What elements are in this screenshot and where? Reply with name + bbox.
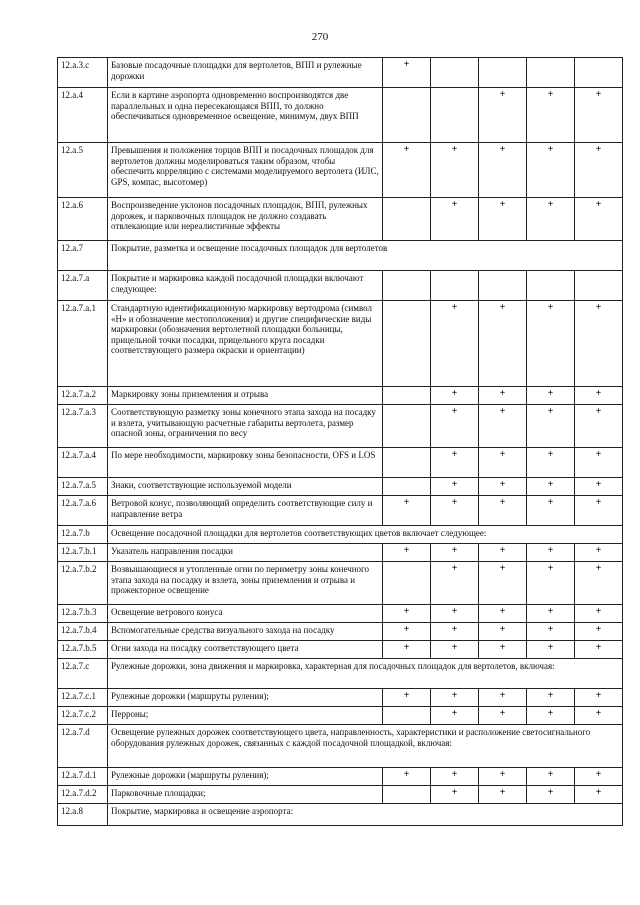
applicability-mark bbox=[431, 271, 479, 301]
applicability-mark: + bbox=[575, 143, 623, 198]
applicability-mark: + bbox=[479, 605, 527, 623]
row-description: Покрытие, маркировка и освещение аэропорта: bbox=[108, 804, 623, 826]
applicability-mark bbox=[527, 271, 575, 301]
applicability-mark: + bbox=[575, 88, 623, 143]
table-row bbox=[58, 496, 623, 526]
table-row bbox=[58, 689, 623, 707]
applicability-mark: + bbox=[575, 768, 623, 786]
applicability-mark: + bbox=[479, 198, 527, 241]
row-code: 12.a.4 bbox=[58, 88, 108, 143]
applicability-mark: + bbox=[431, 786, 479, 804]
row-description: Рулежные дорожки (маршруты руления); bbox=[108, 689, 383, 707]
applicability-mark: + bbox=[479, 623, 527, 641]
row-description: Стандартную идентификационную маркировку вертодрома (символ «Н» и обозначение местоположения) и другие специфические виды маркировки (обозначения вертолетной площадки больницы, прицельной точки посадки, прицельного круга посадки соответствующего размера окраски и ориентации) bbox=[108, 301, 383, 387]
applicability-mark bbox=[383, 707, 431, 725]
applicability-mark: + bbox=[431, 198, 479, 241]
applicability-mark: + bbox=[431, 448, 479, 478]
applicability-mark: + bbox=[431, 623, 479, 641]
row-code: 12.a.7.d.1 bbox=[58, 768, 108, 786]
table-row bbox=[58, 448, 623, 478]
applicability-mark: + bbox=[527, 562, 575, 605]
applicability-mark: + bbox=[575, 707, 623, 725]
table-row bbox=[58, 641, 623, 659]
applicability-mark: + bbox=[527, 387, 575, 405]
table-row bbox=[58, 88, 623, 143]
applicability-mark: + bbox=[479, 88, 527, 143]
row-code: 12.a.7.b.4 bbox=[58, 623, 108, 641]
applicability-mark: + bbox=[575, 689, 623, 707]
applicability-mark: + bbox=[479, 641, 527, 659]
applicability-mark: + bbox=[527, 689, 575, 707]
row-code: 12.a.7.c bbox=[58, 659, 108, 689]
row-code: 12.a.7.b.2 bbox=[58, 562, 108, 605]
applicability-mark bbox=[383, 271, 431, 301]
applicability-mark: + bbox=[431, 143, 479, 198]
applicability-mark: + bbox=[527, 707, 575, 725]
applicability-mark: + bbox=[479, 786, 527, 804]
table-row bbox=[58, 544, 623, 562]
applicability-mark bbox=[383, 562, 431, 605]
applicability-mark: + bbox=[575, 405, 623, 448]
row-code: 12.a.7.a.5 bbox=[58, 478, 108, 496]
applicability-mark: + bbox=[575, 387, 623, 405]
applicability-mark: + bbox=[431, 562, 479, 605]
row-description: Если в картине аэропорта одновременно воспроизводятся две параллельных и одна пересекающаяся ВПП, то должно обеспечиваться одновременное освещение, минимум, двух ВПП bbox=[108, 88, 383, 143]
applicability-mark: + bbox=[527, 768, 575, 786]
row-description: Ветровой конус, позволяющий определить соответствующие силу и направление ветра bbox=[108, 496, 383, 526]
row-description: Маркировку зоны приземления и отрыва bbox=[108, 387, 383, 405]
applicability-mark: + bbox=[527, 405, 575, 448]
row-description: Освещение посадочной площадки для вертолетов соответствующих цветов включает следующее: bbox=[108, 526, 623, 544]
table-row bbox=[58, 198, 623, 241]
applicability-mark: + bbox=[575, 786, 623, 804]
applicability-mark: + bbox=[527, 786, 575, 804]
table-row bbox=[58, 804, 623, 826]
applicability-mark bbox=[575, 58, 623, 88]
table-row bbox=[58, 301, 623, 387]
applicability-mark: + bbox=[383, 623, 431, 641]
row-description: Соответствующую разметку зоны конечного этапа захода на посадку и взлета, учитывающую расчетные габариты вертолета, размер опасной зоны, ограничения по весу bbox=[108, 405, 383, 448]
applicability-mark: + bbox=[527, 301, 575, 387]
table-row bbox=[58, 241, 623, 271]
applicability-mark: + bbox=[479, 689, 527, 707]
row-code: 12.a.6 bbox=[58, 198, 108, 241]
row-code: 12.a.8 bbox=[58, 804, 108, 826]
row-code: 12.a.7 bbox=[58, 241, 108, 271]
requirements-table-body bbox=[58, 58, 623, 826]
row-description: Вспомогательные средства визуального захода на посадку bbox=[108, 623, 383, 641]
row-code: 12.a.7.a bbox=[58, 271, 108, 301]
applicability-mark: + bbox=[527, 448, 575, 478]
applicability-mark: + bbox=[575, 562, 623, 605]
row-description: Рулежные дорожки (маршруты руления); bbox=[108, 768, 383, 786]
applicability-mark: + bbox=[383, 689, 431, 707]
applicability-mark: + bbox=[479, 768, 527, 786]
row-description: Возвышающиеся и утопленные огни по периметру зоны конечного этапа захода на посадку и взлета, зоны приземления и отрыва и прожекторное освещение bbox=[108, 562, 383, 605]
table-row bbox=[58, 405, 623, 448]
row-description: По мере необходимости, маркировку зоны безопасности, OFS и LOS bbox=[108, 448, 383, 478]
applicability-mark bbox=[383, 448, 431, 478]
applicability-mark bbox=[383, 405, 431, 448]
row-description: Указатель направления посадки bbox=[108, 544, 383, 562]
row-description: Покрытие, разметка и освещение посадочных площадок для вертолетов bbox=[108, 241, 623, 271]
applicability-mark: + bbox=[383, 544, 431, 562]
applicability-mark: + bbox=[383, 605, 431, 623]
table-row bbox=[58, 143, 623, 198]
applicability-mark: + bbox=[527, 88, 575, 143]
applicability-mark: + bbox=[575, 623, 623, 641]
row-description: Огни захода на посадку соответствующего цвета bbox=[108, 641, 383, 659]
applicability-mark: + bbox=[383, 496, 431, 526]
table-row bbox=[58, 526, 623, 544]
applicability-mark: + bbox=[575, 496, 623, 526]
applicability-mark: + bbox=[527, 605, 575, 623]
applicability-mark: + bbox=[527, 641, 575, 659]
applicability-mark: + bbox=[479, 405, 527, 448]
applicability-mark: + bbox=[383, 768, 431, 786]
applicability-mark: + bbox=[431, 641, 479, 659]
applicability-mark bbox=[383, 387, 431, 405]
row-description: Базовые посадочные площадки для вертолетов, ВПП и рулежные дорожки bbox=[108, 58, 383, 88]
applicability-mark bbox=[383, 786, 431, 804]
page-number: 270 bbox=[311, 31, 329, 43]
row-description: Воспроизведение уклонов посадочных площадок, ВПП, рулежных дорожек, и парковочных площадок не должно создавать отвлекающие или нереалистичные эффекты bbox=[108, 198, 383, 241]
applicability-mark: + bbox=[431, 707, 479, 725]
requirements-table bbox=[57, 57, 623, 826]
row-code: 12.a.7.a.1 bbox=[58, 301, 108, 387]
applicability-mark bbox=[431, 58, 479, 88]
applicability-mark: + bbox=[479, 387, 527, 405]
applicability-mark: + bbox=[575, 544, 623, 562]
table-row bbox=[58, 58, 623, 88]
table-row bbox=[58, 707, 623, 725]
row-description: Превышения и положения торцов ВПП и посадочных площадок для вертолетов должны моделироваться таким образом, чтобы обеспечить корреляцию с системами моделируемого вертолета (ИЛС, GPS, компас, высотомер) bbox=[108, 143, 383, 198]
applicability-mark: + bbox=[479, 301, 527, 387]
table-row bbox=[58, 786, 623, 804]
applicability-mark: + bbox=[431, 496, 479, 526]
applicability-mark: + bbox=[383, 143, 431, 198]
applicability-mark: + bbox=[527, 496, 575, 526]
applicability-mark: + bbox=[575, 198, 623, 241]
applicability-mark: + bbox=[479, 562, 527, 605]
row-code: 12.a.7.b.3 bbox=[58, 605, 108, 623]
row-code: 12.a.5 bbox=[58, 143, 108, 198]
applicability-mark: + bbox=[431, 605, 479, 623]
applicability-mark: + bbox=[431, 689, 479, 707]
applicability-mark: + bbox=[479, 707, 527, 725]
applicability-mark: + bbox=[575, 478, 623, 496]
row-description: Освещение ветрового конуса bbox=[108, 605, 383, 623]
applicability-mark: + bbox=[383, 641, 431, 659]
row-description: Перроны; bbox=[108, 707, 383, 725]
applicability-mark: + bbox=[527, 623, 575, 641]
applicability-mark: + bbox=[383, 58, 431, 88]
applicability-mark: + bbox=[431, 387, 479, 405]
applicability-mark: + bbox=[527, 143, 575, 198]
applicability-mark bbox=[383, 88, 431, 143]
applicability-mark: + bbox=[431, 544, 479, 562]
row-code: 12.a.7.a.6 bbox=[58, 496, 108, 526]
row-description: Покрытие и маркировка каждой посадочной площадки включают следующее: bbox=[108, 271, 383, 301]
applicability-mark bbox=[383, 198, 431, 241]
applicability-mark: + bbox=[575, 641, 623, 659]
table-row bbox=[58, 478, 623, 496]
applicability-mark bbox=[383, 301, 431, 387]
applicability-mark: + bbox=[479, 448, 527, 478]
row-description: Знаки, соответствующие используемой модели bbox=[108, 478, 383, 496]
applicability-mark bbox=[479, 58, 527, 88]
applicability-mark: + bbox=[479, 544, 527, 562]
row-code: 12.a.7.d.2 bbox=[58, 786, 108, 804]
row-code: 12.a.7.b.5 bbox=[58, 641, 108, 659]
applicability-mark: + bbox=[575, 605, 623, 623]
applicability-mark: + bbox=[575, 448, 623, 478]
row-code: 12.a.7.a.3 bbox=[58, 405, 108, 448]
row-description: Освещение рулежных дорожек соответствующего цвета, направленность, характеристики и расположение светосигнального оборудования рулежных дорожек, связанных с каждой посадочной площадкой, включая: bbox=[108, 725, 623, 768]
table-row bbox=[58, 271, 623, 301]
table-row bbox=[58, 562, 623, 605]
row-code: 12.a.7.b bbox=[58, 526, 108, 544]
applicability-mark: + bbox=[479, 143, 527, 198]
row-code: 12.a.3.c bbox=[58, 58, 108, 88]
applicability-mark: + bbox=[479, 496, 527, 526]
row-code: 12.a.7.b.1 bbox=[58, 544, 108, 562]
applicability-mark bbox=[383, 478, 431, 496]
row-code: 12.a.7.a.2 bbox=[58, 387, 108, 405]
row-code: 12.a.7.d bbox=[58, 725, 108, 768]
applicability-mark: + bbox=[431, 405, 479, 448]
applicability-mark: + bbox=[431, 478, 479, 496]
row-description: Рулежные дорожки, зона движения и маркировка, характерная для посадочных площадок для вертолетов, включая: bbox=[108, 659, 623, 689]
applicability-mark: + bbox=[431, 768, 479, 786]
table-row bbox=[58, 725, 623, 768]
applicability-mark bbox=[479, 271, 527, 301]
applicability-mark bbox=[431, 88, 479, 143]
applicability-mark: + bbox=[431, 301, 479, 387]
table-row bbox=[58, 605, 623, 623]
table-row bbox=[58, 623, 623, 641]
applicability-mark: + bbox=[575, 301, 623, 387]
table-row bbox=[58, 768, 623, 786]
row-code: 12.a.7.c.1 bbox=[58, 689, 108, 707]
table-row bbox=[58, 659, 623, 689]
row-code: 12.a.7.c.2 bbox=[58, 707, 108, 725]
applicability-mark: + bbox=[527, 544, 575, 562]
row-code: 12.a.7.a.4 bbox=[58, 448, 108, 478]
applicability-mark: + bbox=[527, 198, 575, 241]
applicability-mark: + bbox=[479, 478, 527, 496]
row-description: Парковочные площадки; bbox=[108, 786, 383, 804]
applicability-mark bbox=[575, 271, 623, 301]
applicability-mark bbox=[527, 58, 575, 88]
applicability-mark: + bbox=[527, 478, 575, 496]
table-row bbox=[58, 387, 623, 405]
